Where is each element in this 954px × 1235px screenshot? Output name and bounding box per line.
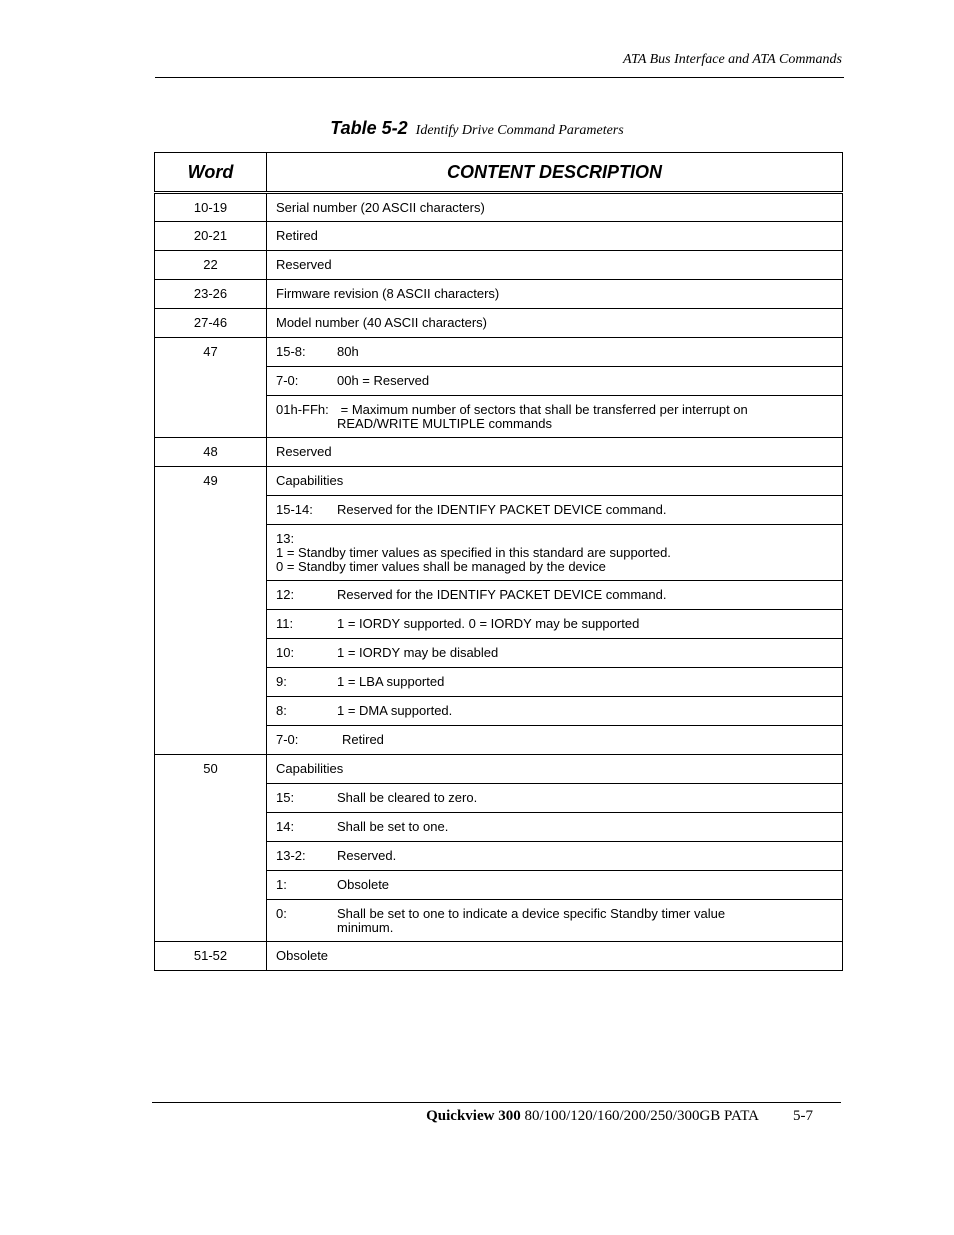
description-cell [267,396,843,438]
table-row [155,467,843,496]
description-cell: Serial number (20 ASCII characters) [267,193,843,222]
bit-description: Shall be set to one to indicate a device specific Standby timer value [337,906,726,921]
bit-description-continued: READ/WRITE MULTIPLE commands [337,416,553,431]
table-row [155,755,843,784]
bit-field: 15: [276,790,295,805]
bit-description: 1 = IORDY supported. 0 = IORDY may be supported [337,616,640,631]
description-line: 0 = Standby timer values shall be managed by the device [276,559,606,574]
word-cell: 27-46 [155,309,267,338]
column-header-description: CONTENT DESCRIPTION [267,153,843,193]
description-cell [267,467,843,496]
bit-description: 1 = LBA supported [337,674,445,689]
table-row [155,309,843,338]
table-header-row [155,153,843,193]
table-row [155,438,843,467]
table-caption [0,118,954,139]
description-cell [267,668,843,697]
footer-product: Quickview 300 [426,1108,521,1124]
bit-description: Reserved for the IDENTIFY PACKET DEVICE command. [337,587,667,602]
description-cell [267,581,843,610]
table-row [155,338,843,367]
description-cell [267,338,843,367]
word-cell: 22 [155,251,267,280]
description-cell: Obsolete [267,942,843,971]
footer-rule [152,1102,841,1103]
bit-field: 13-2: [276,848,306,863]
bit-description: Capabilities [276,761,344,776]
description-cell [267,871,843,900]
word-cell: 49 [155,467,267,755]
identify-parameters-table [154,152,843,971]
table-row [155,280,843,309]
bit-field: 10: [276,645,295,660]
table-row [155,193,843,222]
word-cell: 20-21 [155,222,267,251]
bit-field: 0: [276,906,287,921]
description-cell [267,900,843,942]
bit-field: 7-0: [276,732,299,747]
bit-field: 1: [276,877,287,892]
description-cell [267,755,843,784]
footer-models: 80/100/120/160/200/250/300GB PATA [520,1108,759,1124]
word-cell: 51-52 [155,942,267,971]
bit-description: Reserved. [337,848,397,863]
bit-description: 1 = DMA supported. [337,703,453,718]
description-cell [267,726,843,755]
page-footer [426,1108,813,1125]
bit-field: 12: [276,587,295,602]
bit-field: 9: [276,674,287,689]
table-row [155,942,843,971]
description-cell [267,842,843,871]
bit-description: Reserved for the IDENTIFY PACKET DEVICE command. [337,502,667,517]
description-cell [267,496,843,525]
description-cell [267,784,843,813]
bit-field: 8: [276,703,287,718]
bit-description: Capabilities [276,473,344,488]
table-caption-text: Identify Drive Command Parameters [415,123,624,138]
word-cell: 48 [155,438,267,467]
bit-description-continued: minimum. [337,920,394,935]
table-caption-label: Table 5-2 [330,118,408,138]
word-cell: 47 [155,338,267,438]
bit-field: 01h-FFh: [276,402,329,417]
description-cell: Retired [267,222,843,251]
bit-field: 14: [276,819,295,834]
running-header: ATA Bus Interface and ATA Commands [623,52,842,67]
bit-description: 80h [337,344,359,359]
description-cell: Firmware revision (8 ASCII characters) [267,280,843,309]
column-header-word: Word [155,153,267,193]
description-line: 13: [276,531,295,546]
bit-description: Shall be cleared to zero. [337,790,478,805]
table-row [155,251,843,280]
bit-description: Retired [342,732,384,747]
description-line: 1 = Standby timer values as specified in this standard are supported. [276,545,671,560]
bit-field: 15-8: [276,344,306,359]
word-cell: 50 [155,755,267,942]
bit-description: 1 = IORDY may be disabled [337,645,499,660]
bit-description: = Maximum number of sectors that shall be transferred per interrupt on [337,402,748,417]
bit-description: 00h = Reserved [337,373,430,388]
table-row [155,222,843,251]
description-cell [267,639,843,668]
description-cell: Reserved [267,438,843,467]
description-cell [267,367,843,396]
description-cell: Reserved [267,251,843,280]
bit-field: 7-0: [276,373,299,388]
description-cell [267,525,843,581]
description-cell [267,697,843,726]
bit-description: Obsolete [337,877,390,892]
bit-description: Shall be set to one. [337,819,449,834]
description-cell: Model number (40 ASCII characters) [267,309,843,338]
word-cell: 23-26 [155,280,267,309]
description-cell [267,610,843,639]
page-number: 5-7 [793,1108,813,1124]
header-rule [155,77,844,78]
description-cell [267,813,843,842]
word-cell: 10-19 [155,193,267,222]
bit-field: 15-14: [276,502,313,517]
bit-field: 11: [276,616,294,631]
